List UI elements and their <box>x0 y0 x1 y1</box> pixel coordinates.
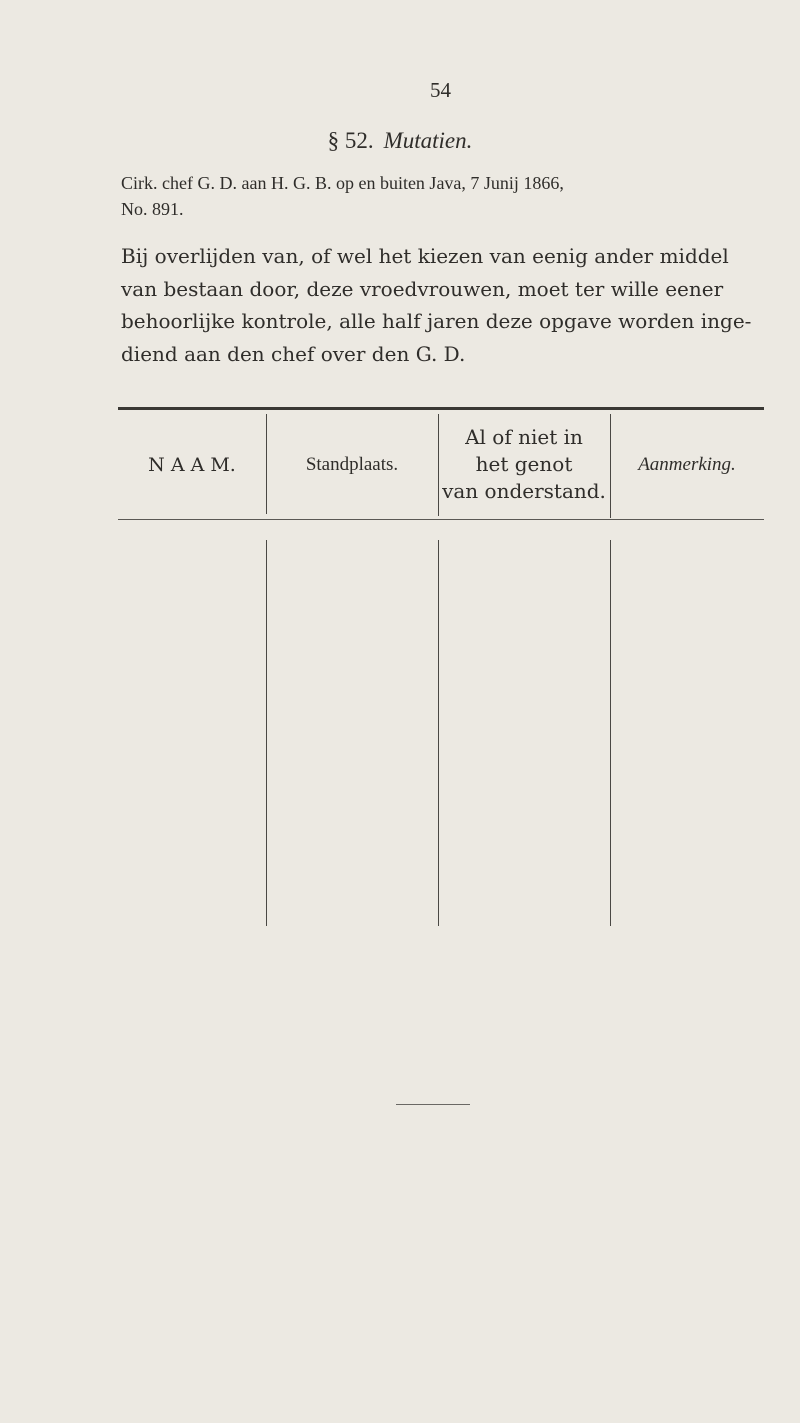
body-paragraph <box>121 240 761 370</box>
closing-rule <box>396 1104 470 1105</box>
body-divider-3 <box>610 540 611 926</box>
section-heading <box>0 128 800 154</box>
body-divider-1 <box>266 540 267 926</box>
header-support <box>438 424 610 505</box>
section-mark: § 52. <box>327 128 374 153</box>
circular-line-2: No. 891. <box>121 199 184 219</box>
header-place: Standplaats. <box>305 454 399 475</box>
section-title: Mutatien. <box>383 128 473 153</box>
body-divider-2 <box>438 540 439 926</box>
header-support-line-1: Al of niet in <box>465 425 583 449</box>
table-top-rule <box>118 407 764 410</box>
header-support-line-3: van onderstand. <box>442 479 606 503</box>
body-line-3: behoorlijke kontrole, alle half jaren deze opgave worden inge- <box>121 309 752 333</box>
circular-line-1: Cirk. chef G. D. aan H. G. B. op en buiten Java, 7 Junij 1866, <box>121 173 564 193</box>
page-number: 54 <box>430 78 451 102</box>
body-line-2: van bestaan door, deze vroedvrouwen, moet ter wille eener <box>121 276 724 301</box>
body-line-1: Bij overlijden van, of wel het kiezen van eenig ander middel <box>121 244 729 268</box>
circular-reference <box>121 170 721 222</box>
header-remark: Aanmerking. <box>638 454 736 475</box>
table-header-separator <box>118 519 764 520</box>
body-line-4: diend aan den chef over den G. D. <box>121 341 466 366</box>
header-support-line-2: het genot <box>475 452 573 476</box>
header-name: N A A M. <box>148 454 236 476</box>
